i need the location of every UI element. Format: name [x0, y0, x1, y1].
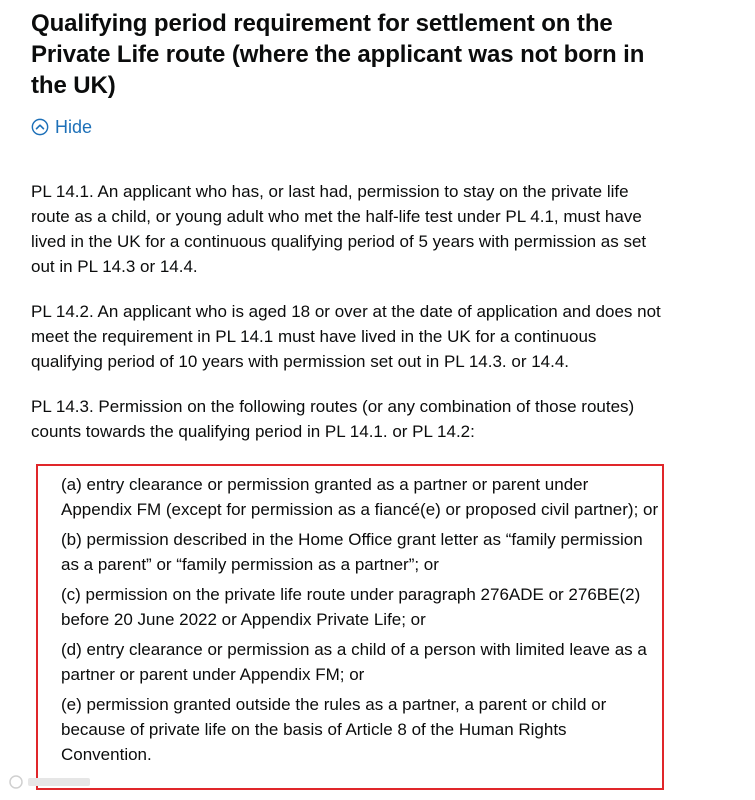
- list-item: (a) entry clearance or permission granted as a partner or parent under Appendix FM (except for permission as a fiancé(e) or proposed civil partner); or: [61, 475, 659, 519]
- paragraph-pl-14-3: PL 14.3. Permission on the following routes (or any combination of those routes) counts towards the qualifying period in PL 14.1. or PL 14.2:: [31, 397, 635, 441]
- list-item: (b) permission described in the Home Office grant letter as “family permission as a parent” or “family permission as a partner”; or: [61, 530, 643, 574]
- list-item: (d) entry clearance or permission as a child of a person with limited leave as a partner or parent under Appendix FM; or: [61, 640, 647, 684]
- section-heading: Qualifying period requirement for settlement on the Private Life route (where the applicant was not born in the UK): [31, 10, 645, 99]
- watermark: [8, 774, 94, 793]
- qualifying-routes-list: [61, 472, 661, 772]
- hide-toggle-label: Hide: [55, 117, 93, 137]
- paragraph-pl-14-2: PL 14.2. An applicant who is aged 18 or over at the date of application and does not meet the requirement in PL 14.1 must have lived in the UK for a continuous qualifying period of 10 years with permission set out in PL 14.3. or 14.4.: [31, 302, 661, 371]
- paragraph-pl-14-1: PL 14.1. An applicant who has, or last had, permission to stay on the private life route as a child, or young adult who met the half-life test under PL 4.1, must have lived in the UK for a continuous qualifying period of 5 years with permission as set out in PL 14.3 or 14.4.: [31, 182, 647, 276]
- guidance-section: [31, 8, 671, 444]
- list-item: (e) permission granted outside the rules as a partner, a parent or child or because of private life on the basis of Article 8 of the Human Rights Convention.: [61, 695, 607, 764]
- hide-toggle[interactable]: [31, 115, 92, 139]
- chevron-up-circle-icon: [31, 118, 49, 136]
- list-item: (c) permission on the private life route under paragraph 276ADE or 276BE(2) before 20 June 2022 or Appendix Private Life; or: [61, 585, 641, 629]
- watermark-logo-icon: [8, 774, 94, 790]
